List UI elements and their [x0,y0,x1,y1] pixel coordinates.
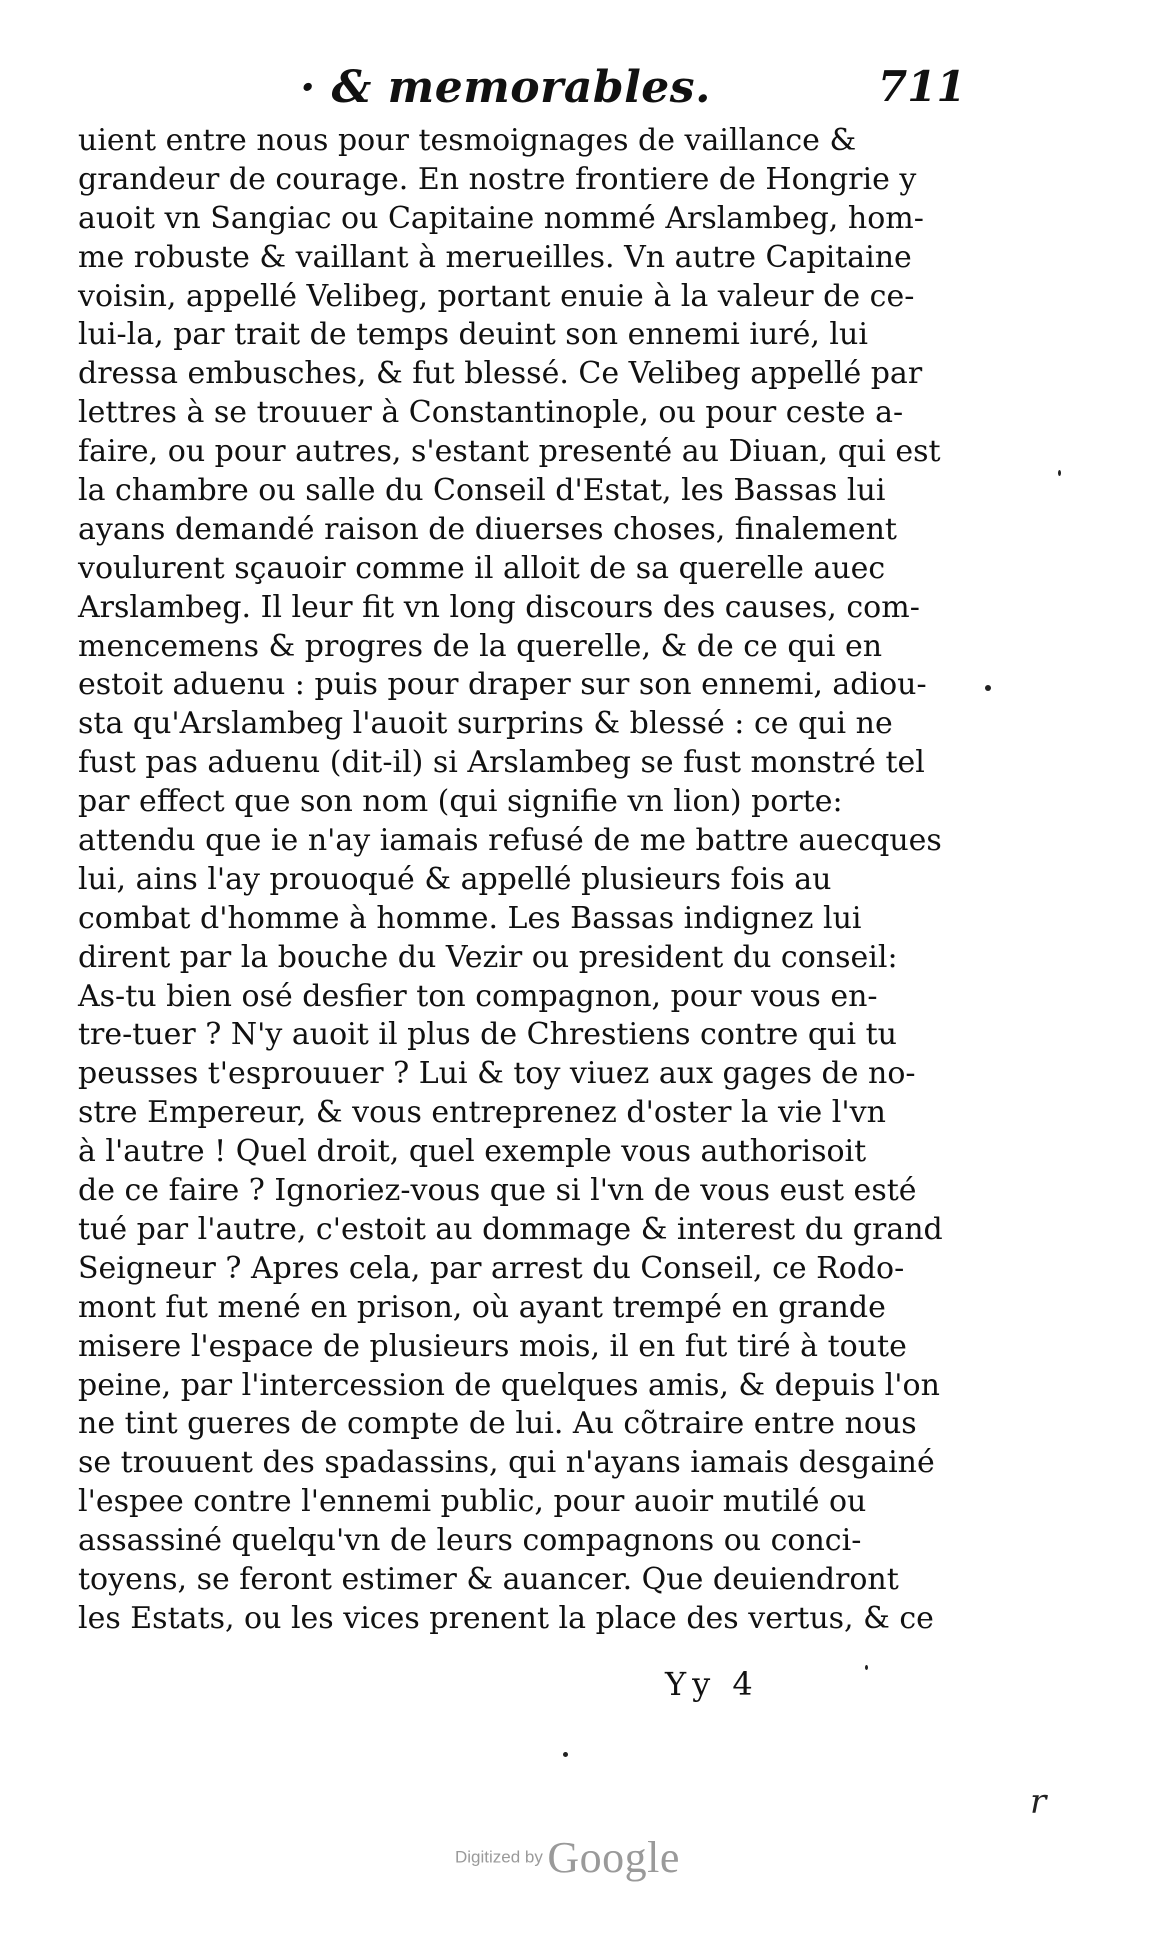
text-line: grandeur de courage. En nostre frontiere de Hongrie y [78,161,917,197]
text-line: attendu que ie n'ay iamais refusé de me battre auecques [78,823,942,859]
text-line: l'espee contre l'ennemi public, pour auoir mutilé ou [78,1484,867,1520]
text-line: estoit aduenu : puis pour draper sur son ennemi, adiou- [78,667,927,703]
text-line: tre-tuer ? N'y auoit il plus de Chrestiens contre qui tu [78,1017,897,1053]
text-line: à l'autre ! Quel droit, quel exemple vous authorisoit [78,1134,867,1170]
digitized-watermark [455,1832,680,1883]
text-line: tué par l'autre, c'estoit au dommage & interest du grand [78,1211,943,1247]
text-line: lui-la, par trait de temps deuint son ennemi iuré, lui [78,317,868,353]
page-number: 711 [878,62,966,111]
text-line: me robuste & vaillant à merueilles. Vn autre Capitaine [78,239,912,275]
text-line: mont fut mené en prison, où ayant trempé en grande [78,1289,886,1325]
body-text [78,122,998,1639]
text-line: lui, ains l'ay prouoqué & appellé plusieurs fois au [78,861,832,897]
text-line: dirent par la bouche du Vezir ou president du conseil: [78,939,898,975]
text-line: ayans demandé raison de diuerses choses, finalement [78,511,897,547]
text-line: uient entre nous pour tesmoignages de vaillance & [78,123,857,158]
text-line: mencemens & progres de la querelle, & de ce qui en [78,628,883,664]
text-line: misere l'espace de plusieurs mois, il en fut tiré à toute [78,1328,907,1364]
digitized-by-label: Digitized by [455,1847,543,1867]
text-line: la chambre ou salle du Conseil d'Estat, les Bassas lui [78,473,886,509]
text-line: faire, ou pour autres, s'estant presenté au Diuan, qui est [78,434,941,470]
running-head: · & memorables. [300,62,711,113]
text-line: peusses t'esprouuer ? Lui & toy viuez aux gages de no- [78,1056,916,1092]
ink-speck [1058,470,1061,476]
text-line: fust pas aduenu (dit-il) si Arslambeg se fust monstré tel [78,745,925,781]
text-line: dressa embusches, & fut blessé. Ce Velibeg appellé par [78,356,923,392]
stray-mark: r [1030,1782,1047,1822]
text-line: As-tu bien osé desfier ton compagnon, pour vous en- [78,978,878,1014]
text-line: assassiné quelqu'vn de leurs compagnons ou conci- [78,1523,862,1559]
text-line: combat d'homme à homme. Les Bassas indignez lui [78,900,862,936]
text-line: se trouuent des spadassins, qui n'ayans iamais desgainé [78,1445,935,1481]
text-line: lettres à se trouuer à Constantinople, ou pour ceste a- [78,395,904,431]
text-line: stre Empereur, & vous entreprenez d'oster la vie l'vn [78,1095,886,1131]
text-line: auoit vn Sangiac ou Capitaine nommé Arslambeg, hom- [78,200,924,236]
text-line: Seigneur ? Apres cela, par arrest du Conseil, ce Rodo- [78,1250,905,1286]
text-line: peine, par l'intercession de quelques amis, & depuis l'on [78,1367,940,1403]
text-line: de ce faire ? Ignoriez-vous que si l'vn de vous eust esté [78,1173,917,1209]
text-line: ne tint gueres de compte de lui. Au cõtraire entre nous [78,1406,917,1442]
signature-mark: Yy 4 [665,1665,759,1703]
text-line: les Estats, ou les vices prenent la place des vertus, & ce [78,1600,934,1636]
text-line: par effect que son nom (qui signifie vn lion) porte: [78,784,843,820]
ink-speck [563,1752,568,1757]
google-logo: Google [547,1833,680,1882]
ink-speck [985,685,991,691]
text-line: toyens, se feront estimer & auancer. Que deuiendront [78,1561,899,1597]
ink-speck [865,1665,868,1670]
text-line: sta qu'Arslambeg l'auoit surprins & blessé : ce qui ne [78,706,893,742]
text-line: voisin, appellé Velibeg, portant enuie à la valeur de ce- [78,278,915,314]
text-line: voulurent sçauoir comme il alloit de sa querelle auec [78,550,886,586]
text-line: Arslambeg. Il leur fit vn long discours des causes, com- [78,589,920,625]
